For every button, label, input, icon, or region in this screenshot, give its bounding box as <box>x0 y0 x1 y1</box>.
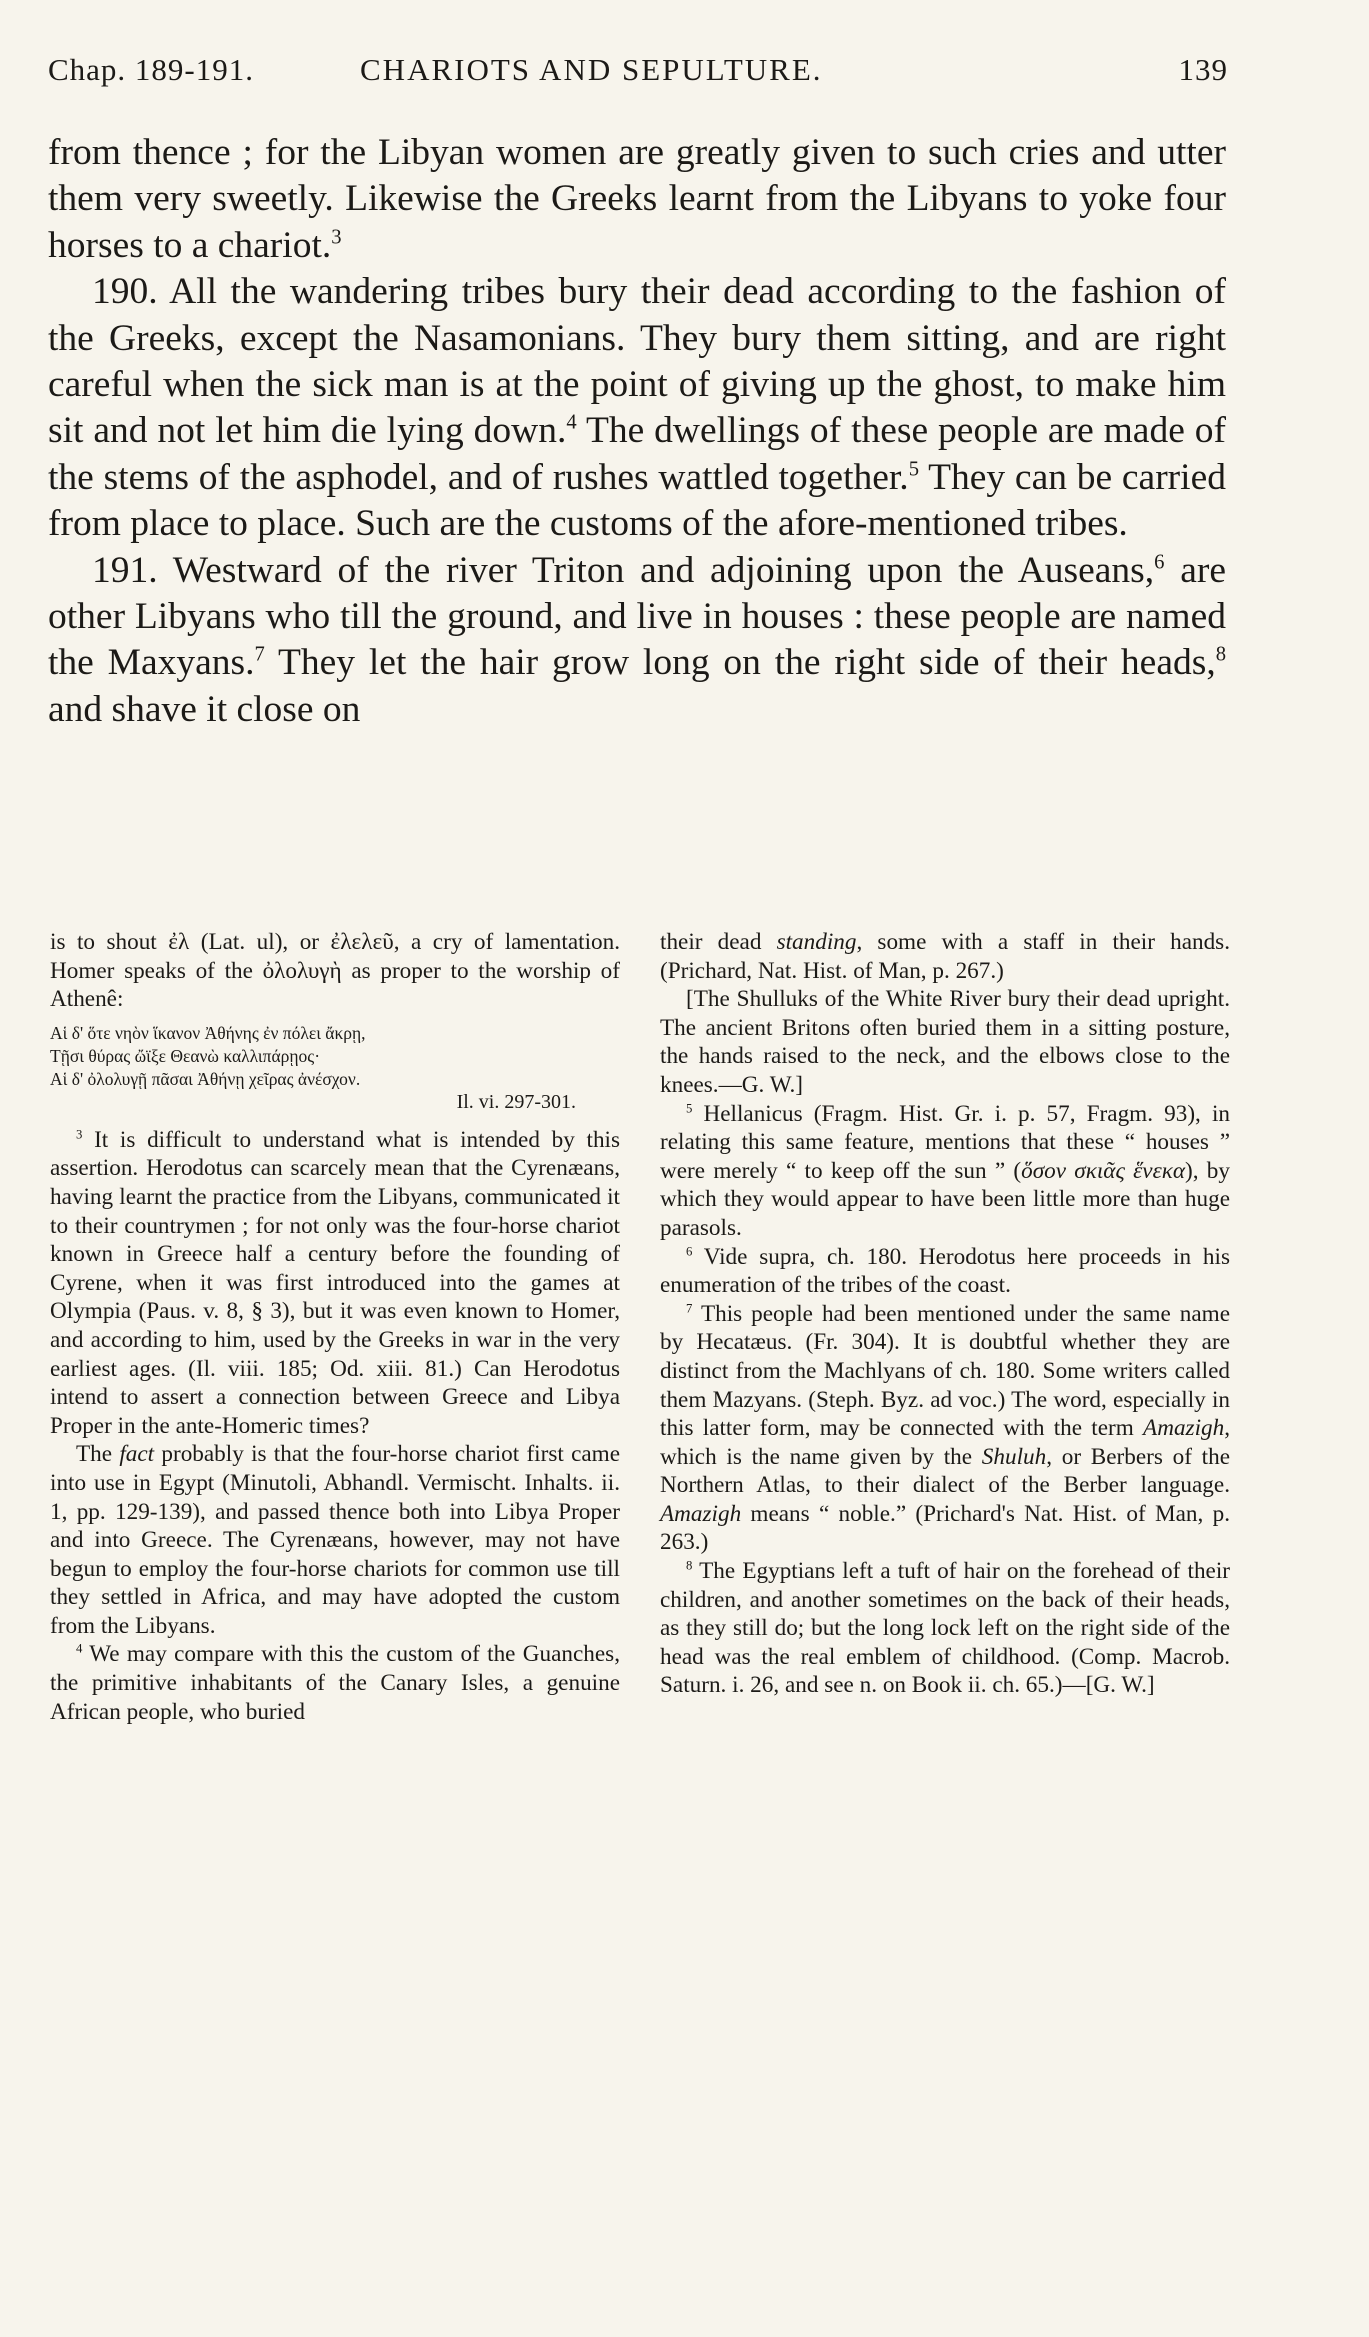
footnote-3: $^3$ It is difficult to understand what is intended by this assertion. Herodotus can scarcely mean that the Cyrenæans, having learnt the practice from the Libyans, communicated it to their countrymen ; for not only was the four-horse chariot known in Greece half a century before the founding of Cyrene, when it was first introduced into the games at Olympia (Paus. v. 8, § 3), but it was even known to Homer, and according to him, used by the Greeks in war in the very earliest ages. (Il. viii. 185; Od. xiii. 81.) Can Herodotus intend to assert a connection between Greece and Libya Proper in the ante-Homeric times? <box>50 1126 620 1439</box>
footnote-ref: 3 <box>331 226 342 249</box>
footnote-ref: 8 <box>1215 643 1227 666</box>
paragraph-190: 190. All the wandering tribes bury their dead according to the fashion of the Greeks, except the Nasamonians. They bury them sitting, and are right careful when the sick man is at the point of giving up the ghost, to make him sit and not let him die lying down.$^4$ The dwellings of these people are made of the stems of the asphodel, and of rushes wattled together.$^5$ They can be carried from place to place. Such are the customs of the afore-mentioned tribes. <box>48 271 1227 545</box>
footnote-3-continued: The fact probably is that the four-horse chariot first came into use in Egypt (Minutoli, Abhandl. Vermischt. Inhalts. ii. 1, pp. 129-139), and passed thence both into Libya Proper and into Greece. The Cyrenæans, however, may not have begun to employ the four-horse chariots for common use till they settled in Africa, and may have adopted the custom from the Libyans. <box>50 1441 620 1639</box>
footnote-5: $^5$ Hellanicus (Fragm. Hist. Gr. i. p. 57, Fragm. 93), in relating this same feature, mentions that these “ houses ” were merely “ to keep off the sun ” (ὅσον σκιᾶς ἕνεκα), by which they would appear to have been little more than huge parasols. <box>660 1100 1230 1241</box>
footnote-6: $^6$ Vide supra, ch. 180. Herodotus here proceeds in his enumeration of the tribes of the coast. <box>660 1243 1230 1299</box>
footnote-ref: 4 <box>566 411 577 434</box>
footnote-ref: 6 <box>1154 551 1165 574</box>
footnotes-right-column <box>660 928 1230 1700</box>
paragraph-189-end: from thence ; for the Libyan women are greatly given to such cries and utter them very sweetly. Likewise the Greeks learnt from the Libyans to yoke four horses to a chariot.$^3$ <box>48 132 1226 266</box>
footnote-4-continued: their dead standing, some with a staff in their hands. (Prichard, Nat. Hist. of Man, p. 267.) <box>660 929 1230 984</box>
running-title: CHARIOTS AND SEPULTURE. <box>360 52 823 87</box>
footnote-7: $^7$ This people had been mentioned under the same name by Hecatæus. (Fr. 304). It is doubtful whether they are distinct from the Machlyans of ch. 180. Some writers called them Mazyans. (Steph. Byz. ad voc.) The word, especially in this latter form, may be connected with the term Amazigh, which is the name given by the Shuluh, or Berbers of the Northern Atlas, to their dialect of the Berber language. Amazigh means “ noble.” (Prichard's Nat. Hist. of Man, p. 263.) <box>660 1300 1230 1556</box>
chapter-range: Chap. 189-191. <box>48 52 255 87</box>
paragraph-191: 191. Westward of the river Triton and adjoining upon the Auseans,$^6$ are other Libyans who till the ground, and live in houses : these people are named the Maxyans.$^7$ They let the hair grow long on the right side of their heads,$^8$ and shave it close on <box>48 549 1227 730</box>
footnote-ref: 7 <box>254 643 265 666</box>
footnote-8: $^8$ The Egyptians left a tuft of hair on the forehead of their children, and another sometimes on the back of their heads, as they still do; but the long lock left on the right side of the head was the real emblem of childhood. (Comp. Macrob. Saturn. i. 26, and see n. on Book ii. ch. 65.)—[G. W.] <box>660 1558 1230 1699</box>
main-text <box>48 130 1226 733</box>
running-header <box>48 52 1228 96</box>
greek-citation: Il. vi. 297-301. <box>456 1090 576 1113</box>
footnote-4: $^4$ We may compare with this the custom of the Guanches, the primitive inhabitants of the Canary Isles, a genuine African people, who buried <box>50 1641 620 1725</box>
page-number: 139 <box>1178 52 1228 87</box>
greek-quotation <box>50 1022 620 1114</box>
greek-line: Τῇσι θύρας ὤϊξε Θεανὼ καλλιπάρῃος· <box>50 1045 321 1066</box>
footnote-continuation: is to shout ἐλ (Lat. ul), or ἐλελεῦ, a cry of lamentation. Homer speaks of the ὀλολυγὴ as proper to the worship of Athenê: <box>50 929 620 1013</box>
footnote-ref: 5 <box>908 458 919 481</box>
footnotes-left-column <box>50 928 620 1726</box>
editor-note: [The Shulluks of the White River bury their dead upright. The ancient Britons often buried them in a sitting posture, the hands raised to the neck, and the elbows close to the knees.—G. W.] <box>660 986 1230 1098</box>
greek-line: Αἱ δ' ὀλολυγῇ πᾶσαι Ἀθήνῃ χεῖρας ἀνέσχον. <box>50 1068 361 1089</box>
greek-line: Αἱ δ' ὅτε νηὸν ἵκανον Ἀθήνης ἐν πόλει ἄκρῃ, <box>50 1022 366 1043</box>
